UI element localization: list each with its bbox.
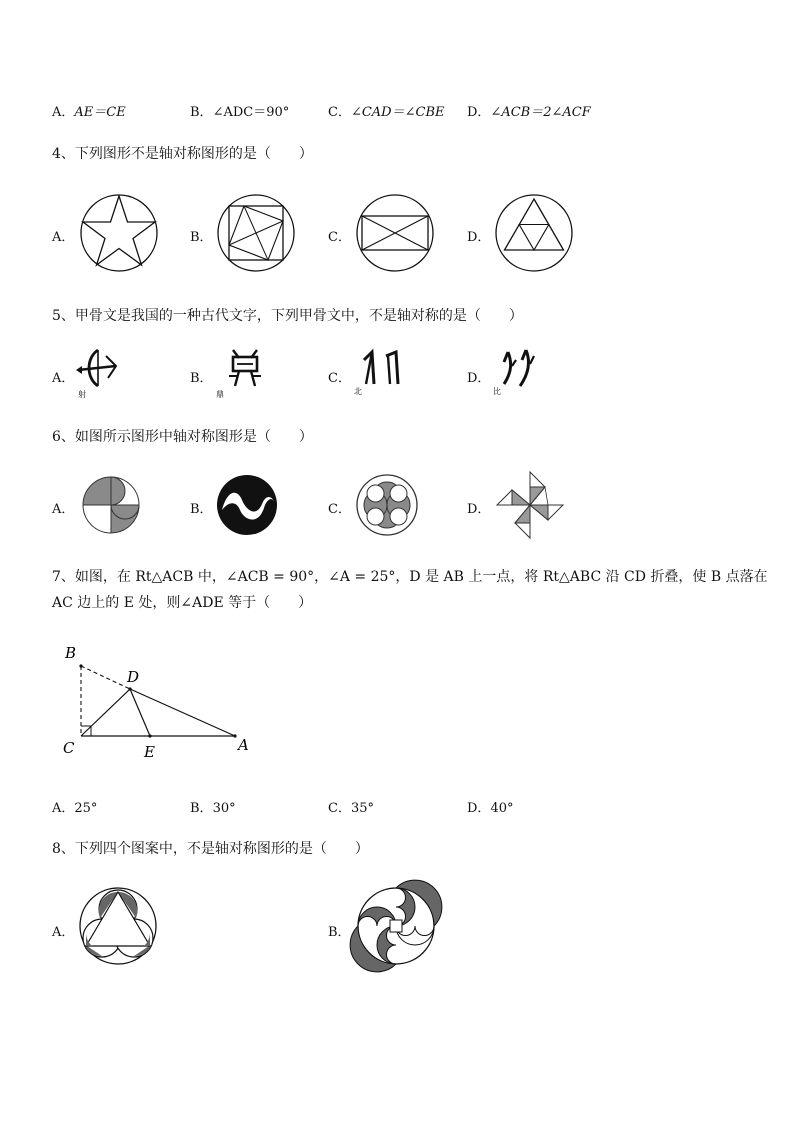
q4-letter-d: D． <box>467 230 491 245</box>
q6-stem: 6、如图所示图形中轴对称图形是（ ） <box>52 429 313 445</box>
option-letter: C． <box>328 801 351 816</box>
q6-figure-c-four-petal-circle <box>356 474 418 536</box>
q4-letter-a: A． <box>52 230 75 245</box>
q4-figure-c-rectangle-diagonals <box>356 194 434 272</box>
option-letter: A． <box>52 801 75 816</box>
q5-caption-d: 比 <box>493 387 501 396</box>
label-c: C <box>63 739 75 757</box>
q7-option-d <box>467 797 513 816</box>
q7-option-a <box>52 797 97 816</box>
q6-letter-a: A． <box>52 502 75 517</box>
option-text: ∠CAD＝∠CBE <box>350 105 445 120</box>
option-text: ∠ACB＝2∠ACF <box>490 105 591 120</box>
q5-letter-c: C． <box>328 371 351 386</box>
q3-option-d <box>467 101 591 120</box>
q3-option-c <box>328 101 445 120</box>
q5-stem: 5、甲骨文是我国的一种古代文字，下列甲骨文中，不是轴对称的是（ ） <box>52 308 523 324</box>
option-text: 25° <box>74 801 98 816</box>
q6-figure-d-paper-pinwheel <box>495 470 565 540</box>
option-letter: A． <box>52 105 75 120</box>
q6-figure-b-wave-circle <box>216 474 278 536</box>
option-text: 40° <box>490 801 514 816</box>
label-d: D <box>127 668 140 686</box>
option-letter: D． <box>467 105 491 120</box>
option-letter: B． <box>190 801 213 816</box>
q8-letter-a: A． <box>52 925 75 940</box>
q5-caption-b: 鼎 <box>216 390 224 399</box>
option-letter: B． <box>190 105 213 120</box>
q7-stem-line2: AC 边上的 E 处，则∠ADE 等于（ ） <box>52 595 313 611</box>
q5-oracle-bi-glyph <box>498 348 538 388</box>
q6-letter-c: C． <box>328 502 351 517</box>
q5-caption-a: 射 <box>78 390 86 399</box>
q3-option-b <box>190 101 289 120</box>
q7-option-c <box>328 797 374 816</box>
option-text: 35° <box>350 801 374 816</box>
label-e: E <box>144 743 155 761</box>
q8-figure-b-swirl-circle <box>356 886 436 966</box>
q5-letter-d: D． <box>467 371 491 386</box>
q4-figure-b-pinwheel-square <box>217 194 295 272</box>
q4-letter-b: B． <box>190 230 213 245</box>
q4-letter-c: C． <box>328 230 351 245</box>
option-letter: C． <box>328 105 351 120</box>
q5-oracle-she-glyph <box>76 348 120 388</box>
option-text: 30° <box>212 801 236 816</box>
option-letter: D． <box>467 801 491 816</box>
q4-figure-a-star-in-circle <box>80 194 158 272</box>
q5-letter-a: A． <box>52 371 75 386</box>
q5-caption-c: 北 <box>354 387 362 396</box>
q5-oracle-bei-glyph <box>360 350 402 386</box>
q8-figure-a-triangle-in-circles <box>78 886 158 966</box>
q4-figure-d-triforce <box>495 194 573 272</box>
q7-option-b <box>190 797 236 816</box>
label-a: A <box>238 736 249 754</box>
q7-fold-triangle-figure <box>55 640 265 765</box>
q8-stem: 8、下列四个图案中，不是轴对称图形的是（ ） <box>52 841 369 857</box>
option-text: AE＝CE <box>74 105 126 120</box>
q3-option-a <box>52 101 126 120</box>
q6-figure-a-quarter-pinwheel <box>80 474 142 536</box>
q7-stem-line1: 7、如图，在 Rt△ACB 中，∠ACB = 90°，∠A = 25°，D 是 AB 上一点，将 Rt△ABC 沿 CD 折叠，使 B 点落在 <box>52 569 768 585</box>
q4-stem: 4、下列图形不是轴对称图形的是（ ） <box>52 146 313 162</box>
q5-oracle-ding-glyph <box>225 348 265 388</box>
q6-letter-b: B． <box>190 502 213 517</box>
label-b: B <box>65 644 77 662</box>
option-text: ∠ADC＝90° <box>212 105 290 120</box>
q6-letter-d: D． <box>467 502 491 517</box>
q8-letter-b: B． <box>328 925 351 940</box>
q5-letter-b: B． <box>190 371 213 386</box>
